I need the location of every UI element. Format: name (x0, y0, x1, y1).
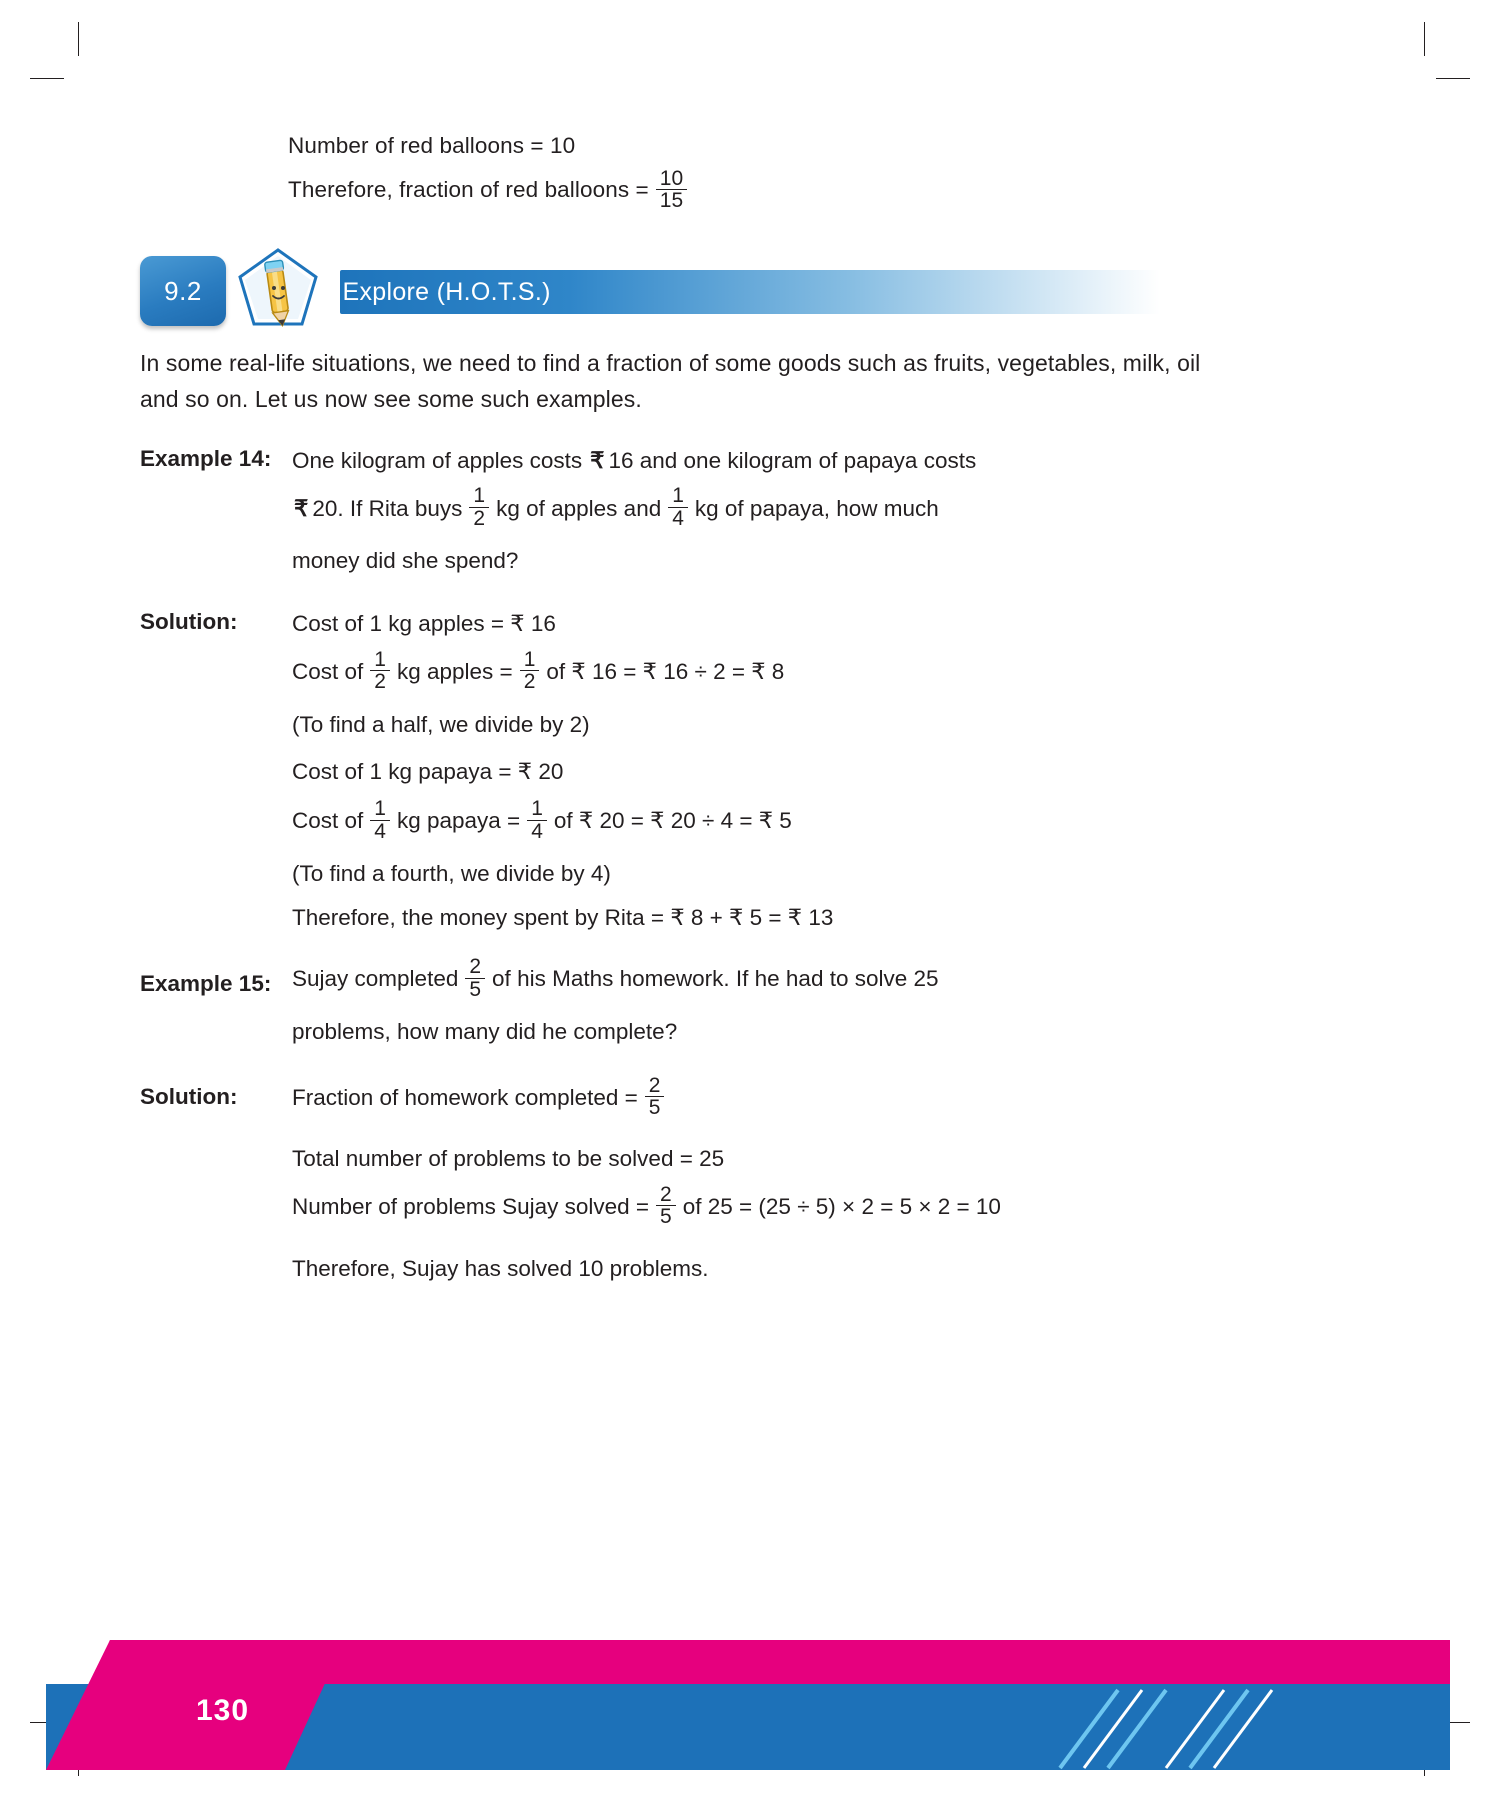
fraction-denominator: 4 (668, 507, 688, 529)
sol15-pre-1: Fraction of homework completed = (292, 1085, 638, 1110)
fraction-denominator: 2 (469, 507, 489, 529)
fraction-numerator: 2 (648, 1073, 661, 1097)
crop-mark-top-left (78, 22, 79, 56)
sol14-post-2: of ₹ 16 = ₹ 16 ÷ 2 = ₹ 8 (546, 658, 785, 684)
sol14-line-6 (292, 857, 1338, 891)
q15-part3: problems, how many did he complete? (292, 1019, 678, 1045)
fraction-numerator: 1 (374, 647, 386, 671)
example-14-question (292, 444, 1338, 587)
sol15-line-4 (292, 1252, 1338, 1286)
fraction-1-2-apples (469, 485, 489, 529)
sol14-line-1 (292, 607, 1338, 641)
section-number-badge (140, 256, 226, 326)
fraction-1-4-a (370, 798, 390, 842)
example-15-question-line-1 (292, 957, 1338, 1001)
sol14-text-3: (To find a half, we divide by 2) (292, 711, 590, 737)
sol14-text-4: Cost of 1 kg papaya = ₹ 20 (292, 759, 564, 785)
fraction-1-4-b (527, 798, 547, 842)
q14-amount1: 16 and one kilogram of papaya costs (608, 447, 977, 473)
example-15-row (140, 957, 1338, 1058)
example-14-label: Example 14: (140, 445, 272, 471)
continued-solution-block (288, 130, 1338, 212)
example-14-solution-label: Solution: (140, 609, 238, 635)
page-footer (0, 1580, 1500, 1800)
fraction-1-2-b (520, 649, 540, 693)
sol15-mid-3: of 25 = (25 ÷ 5) × 2 = 5 × 2 = 10 (682, 1193, 1001, 1219)
fraction-numerator: 1 (523, 647, 536, 671)
pencil-mascot-icon (236, 246, 320, 336)
fraction-denominator: 2 (370, 670, 390, 692)
red-balloons-count-line (288, 130, 1338, 163)
section-title: I Explore (H.O.T.S.) (328, 278, 551, 307)
q15-part2: of his Maths homework. If he had to solve 25 (492, 966, 939, 992)
rupee-symbol-2: ₹ (294, 495, 309, 521)
crop-mark-right-top (1436, 78, 1470, 79)
fraction-numerator: 1 (531, 797, 543, 821)
fraction-numerator: 2 (660, 1182, 672, 1206)
fraction-10-15 (656, 168, 688, 212)
page-content (140, 130, 1338, 1295)
example-15-solution-row (140, 1073, 1338, 1295)
example-15-question (292, 957, 1338, 1058)
q15-part1: Sujay completed (292, 966, 459, 992)
fraction-denominator: 2 (520, 670, 540, 692)
sol15-line-3 (292, 1182, 1338, 1229)
sol14-line-5 (292, 799, 1338, 843)
fraction-numerator: 1 (374, 797, 386, 821)
sol14-line-2 (292, 647, 1338, 694)
q14-part4: money did she spend? (292, 548, 519, 574)
fraction-numerator: 10 (659, 166, 684, 190)
sol15-line-2 (292, 1142, 1338, 1176)
red-balloons-fraction-line (288, 166, 1338, 213)
sol14-line-3 (292, 708, 1338, 742)
sol14-text-6: (To find a fourth, we divide by 4) (292, 860, 611, 886)
fraction-1-4-papaya (668, 485, 688, 529)
sol14-post-5: of ₹ 20 = ₹ 20 ÷ 4 = ₹ 5 (553, 808, 792, 834)
fraction-numerator: 1 (672, 484, 684, 508)
fraction-denominator: 5 (465, 978, 485, 1000)
example-15-question-line-2 (292, 1015, 1338, 1049)
crop-mark-left-top (30, 78, 64, 79)
page-number: 130 (196, 1694, 250, 1727)
sol15-pre-3: Number of problems Sujay solved = (292, 1193, 650, 1219)
fraction-denominator: 4 (370, 820, 390, 842)
red-balloons-count-text: Number of red balloons = 10 (288, 133, 576, 158)
red-balloons-fraction-prefix: Therefore, fraction of red balloons = (288, 177, 649, 203)
sol14-line-7 (292, 901, 1338, 935)
example-14-question-line-2 (292, 486, 1338, 530)
sol14-mid-5: kg papaya = (396, 808, 521, 834)
rupee-symbol: ₹ (590, 447, 605, 473)
fraction-denominator: 5 (645, 1096, 665, 1118)
section-number: 9.2 (164, 275, 202, 306)
fraction-2-5-homework (465, 956, 485, 1000)
sol14-text-7: Therefore, the money spent by Rita = ₹ 8 + ₹ 5 = ₹ 13 (292, 904, 834, 930)
sol14-text-1: Cost of 1 kg apples = ₹ 16 (292, 611, 556, 637)
sol14-pre-2: Cost of (292, 658, 364, 684)
crop-mark-top-right (1424, 22, 1425, 56)
sol15-text-2: Total number of problems to be solved = 25 (292, 1145, 725, 1171)
sol14-mid-2: kg apples = (396, 658, 513, 684)
fraction-2-5-a (645, 1075, 665, 1119)
example-14-solution-row (140, 607, 1338, 943)
example-15-solution (292, 1073, 1338, 1295)
fraction-denominator: 4 (527, 820, 547, 842)
section-header (140, 238, 1338, 324)
q14-part2: kg of apples and (496, 495, 662, 521)
fraction-denominator: 5 (656, 1205, 676, 1227)
fraction-denominator: 15 (656, 189, 688, 211)
example-14-question-line-1 (292, 444, 1338, 478)
sol15-line-1 (292, 1073, 1338, 1120)
fraction-1-2-a (370, 649, 390, 693)
example-15-solution-label: Solution: (140, 1083, 238, 1109)
fraction-numerator: 1 (473, 484, 486, 508)
example-15-label: Example 15: (140, 971, 272, 997)
q14-part3: kg of papaya, how much (694, 495, 939, 521)
q14-part1: One kilogram of apples costs (292, 447, 583, 473)
example-14-question-line-3 (292, 544, 1338, 578)
example-14-solution (292, 607, 1338, 943)
q14-amount2: 20. If Rita buys (312, 495, 463, 521)
sol15-text-4: Therefore, Sujay has solved 10 problems. (292, 1256, 709, 1282)
sol14-pre-5: Cost of (292, 808, 364, 834)
fraction-numerator: 2 (469, 955, 482, 979)
fraction-2-5-b (656, 1184, 676, 1228)
sol14-line-4 (292, 755, 1338, 789)
example-14-row (140, 444, 1338, 587)
intro-paragraph: In some real-life situations, we need to find a fraction of some goods such as fruits, vegetables, milk, oil and so on. Let us now see some such examples. (140, 350, 1201, 413)
